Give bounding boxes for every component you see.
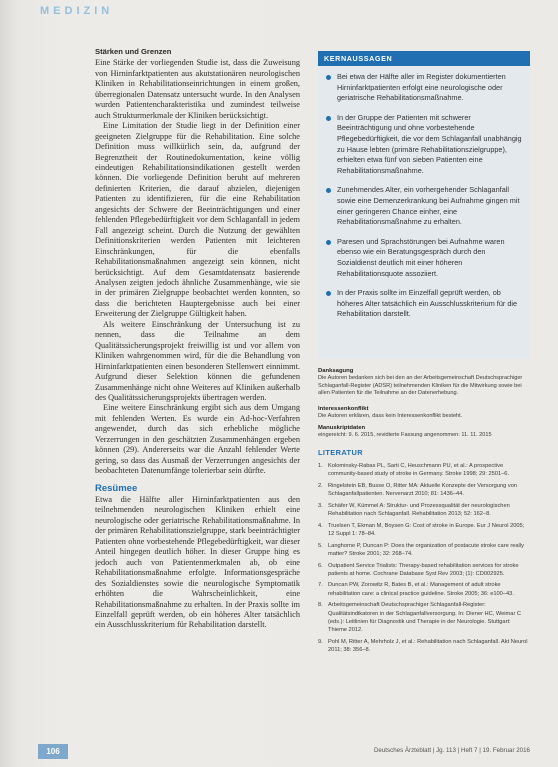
key-message-item [324,288,524,320]
reference-item [318,542,530,558]
body-paragraph: Als weitere Einschränkung der Untersuchung ist zu nennen, dass die Teilnahme an dem Qualitätssicherungsprojekt freiwillig ist und vor allem von Kliniken wahrgenommen wird, für die die Behandlung von Hirninfarktpatienten einen besonderen Stellenwert einnimmt. Aufgrund dieser Selektion können die gefundenen Zusammenhänge nicht ohne Weiteres auf Kliniken außerhalb des Qualitätssicherungsprojekts übertragen werden. [95,319,300,402]
bullet-icon [326,291,331,296]
key-message-item [324,72,524,104]
reference-item [318,638,530,654]
reference-text: Kolominsky-Rabas PL, Sarti C, Heuschmann PU, et al.: A prospective community-based study of stroke in Germany. Stroke 1998; 29: 2501–6. [328,463,510,478]
reference-number: 7. [318,582,323,589]
main-text-column [95,47,300,741]
acknowledgement-title: Danksagung [318,368,354,374]
acknowledgement-block [318,367,530,398]
page-number: 106 [38,744,68,759]
acknowledgement-text: Die Autoren bedanken sich bei den an der Arbeitsgemeinschaft Deutschsprachiger Schlaganfall-Register (ADSR) teilnehmenden Kliniken für die Mitwirkung sowie bei allen Patienten für die Teilnahme an der Datenerhebung. [318,375,523,397]
key-messages-title: KERNAUSSAGEN [318,51,530,66]
reference-item [318,502,530,518]
reference-text: Ringelstein EB, Busse O, Ritter MA: Aktuelle Konzepte der Versorgung von Schlaganfallpatienten. Nervenarzt 2010; 81: 1436–44. [328,482,518,498]
section-heading-summary: Resümee [95,482,138,494]
body-paragraph: Eine Stärke der vorliegenden Studie ist, dass die Zuweisung von Hirninfarktpatienten aus akutstationären neurologischen Kliniken in Rehabilitationseinrichtungen in einem großen, überregionalen Datensatz untersucht wurde. In den Analysen wurden Patientencharakteristika und zumindest teilweise auch Strukturmerkmale der Kliniken berücksichtigt. [95,58,300,120]
reference-text: Schäfer W, Kümmel A: Struktur- und Prozessqualität der neurologischen Rehabilitation nach Schlaganfall. Rehabilitation 2013; 52: 162–8. [328,502,510,518]
key-messages-box [318,51,530,359]
reference-number: 5. [318,542,323,549]
manuscript-text: eingereicht: 9. 6. 2015, revidierte Fassung angenommen: 11. 11. 2015 [318,432,492,438]
reference-item [318,482,530,498]
reference-text: Langhorne P, Duncan P: Does the organization of postacute stroke care really matter? Stroke 2001; 32: 268–74. [328,542,524,557]
reference-text: Truelsen T, Ekman M, Boysen G: Cost of stroke in Europe. Eur J Neurol 2005; 12 Suppl 1: 78–84. [328,522,525,537]
reference-text: Pohl M, Ritter A, Mehrholz J, et al.: Rehabilitation nach Schlaganfall. Akt Neurol 2011; 38: 356–8. [328,638,528,653]
reference-text: Arbeitsgemeinschaft Deutschsprachiger Schlaganfall-Register: Qualitätsindikatoren in der Schlaganfallversorgung. In: Diener HC, Weimar C (eds.): Leitlinien für Diagnostik und Therapie in der Neurologie. Stuttgart: Thieme 2012. [328,602,522,633]
key-message-text: In der Gruppe der Patienten mit schwerer Beeinträchtigung und ohne vorbestehende Pflegebedürftigkeit, die vor dem Schlaganfall unabhängig zu Hause lebten (primäre Rehabilitationszielgruppe), erhielten etwa fünf von sieben Patienten eine Rehabilitationsmaßnahme. [337,112,522,175]
manuscript-title: Manuskriptdaten [318,425,366,431]
reference-number: 4. [318,522,323,529]
references-list [318,462,530,741]
reference-item [318,522,530,538]
reference-item [318,462,530,478]
key-message-item [324,237,524,279]
conflict-title: Interessenkonflikt [318,406,369,412]
key-message-item [324,185,524,227]
bullet-icon [326,116,331,121]
reference-number: 2. [318,482,323,489]
bullet-icon [326,240,331,245]
key-message-text: Paresen und Sprachstörungen bei Aufnahme waren ebenso wie ein Beratungsgespräch durch den Sozialdienst deutlich mit einer höheren Rehabilitationsquote assoziiert. [337,236,505,278]
reference-number: 9. [318,638,323,645]
side-column [318,51,530,741]
journal-footer: Deutsches Ärzteblatt | Jg. 113 | Heft 7 | 19. Februar 2016 [373,747,530,754]
bullet-icon [326,75,331,80]
conflict-block [318,405,530,421]
section-label: MEDIZIN [40,5,114,17]
references-title: LITERATUR [318,448,363,457]
reference-text: Duncan PW, Zorowitz R, Bates B, et al.: Management of adult stroke rehabilitation care: a clinical practice guideline. Stroke 2005; 36: e100–43. [328,582,514,597]
reference-item [318,562,530,578]
body-paragraph: Eine weitere Einschränkung ergibt sich aus dem Umgang mit fehlenden Werten. Es wurde ein Ad-hoc-Verfahren angewendet, durch das sich erhebliche mögliche Verzerrungen in den geschätzten Zusammenhängen ergeben können (29). Andererseits war die Anzahl fehlender Werte gering, so dass das Ausmaß der Verzerrungen angesichts der beobachteten Datenumfänge tolerierbar sein dürfte. [95,403,300,476]
conflict-text: Die Autoren erklären, dass kein Interessenkonflikt besteht. [318,413,463,419]
reference-number: 8. [318,602,323,609]
key-message-item [324,113,524,177]
reference-number: 6. [318,562,323,569]
body-paragraph: Etwa die Hälfte aller Hirninfarktpatienten aus den teilnehmenden neurologischen Kliniken erhielt eine neurologische oder geriatrische Rehabilitationsmaßnahme. In der primären Rehabilitationszielgruppe, stark beeinträchtigter Patienten ohne vorbestehende Pflegebedürftigkeit, war dieser Anteil hingegen deutlich höher. In dieser Gruppe hing es jedoch auch von Patientenmerkmalen ab, ob eine Rehabilitationsmaßnahme erfolgte. Informationsgespräche des Sozialdienstes sowie die neurologische Symptomatik erhöhten die Wahrscheinlichkeit, eine Rehabilitationsmaßnahme zu erhalten. In der Praxis sollte im Einzelfall geprüft werden, ob ein höheres Alter tatsächlich ein Ausschlusskriterium für Rehabilitation darstellt. [95,495,300,630]
bullet-icon [326,188,331,193]
reference-number: 1. [318,463,323,469]
reference-item [318,581,530,597]
key-message-text: Bei etwa der Hälfte aller im Register dokumentierten Hirninfarktpatienten erfolgt eine neurologische oder geriatrische Rehabilitationsmaßnahme. [337,72,506,103]
section-heading-strengths: Stärken und Grenzen [95,47,172,56]
reference-text: Outpatient Service Trialists: Therapy-based rehabilitation services for stroke patients at home. Cochrane Database Syst Rev 2003; (1): CD002925. [328,562,519,577]
reference-number: 3. [318,502,323,509]
key-messages-list [318,66,530,320]
key-message-text: In der Praxis sollte im Einzelfall geprüft werden, ob höheres Alter tatsächlich ein Ausschlusskriterium für die Rehabilitation darstellt. [337,288,518,319]
reference-item [318,601,530,634]
body-paragraph: Eine Limitation der Studie liegt in der Definition einer geeigneten Zielgruppe für die Rehabilitation. Eine solche Definition muss willkürlich sein, da, aufgrund der Begrenztheit der Routinedokumentation, keine völlig eindeutigen Rehabilitationsindikationen gestellt werden können. Die vorliegende Definition beruht auf mehreren definierten Kriterien, die darauf abzielen, diejenigen Patienten zu identifizieren, für die eine Rehabilitation angesichts der Schwere der Beeinträchtigungen und einer fehlenden Pflegebedürftigkeit vor dem Schlaganfall in jedem Fall angezeigt scheint. Durch die Nutzung der gewählten Definitionskriterien werden Patienten mit leichteren Einschränkungen, für die ebenfalls Rehabilitationsmaßnahmen angezeigt sein können, nicht berücksichtigt. Auf dem Gesamtdatensatz basierende Analysen zeigten jedoch ähnliche Zusammenhänge, wie sie in der primären Zielgruppe beobachtet werden konnten, so dass die berichteten Hauptergebnisse auch bei einer Erweiterung der Zielgruppe Gültigkeit haben. [95,121,300,319]
key-message-text: Zunehmendes Alter, ein vorhergehender Schlaganfall sowie eine Demenzerkrankung bei Aufnahme gingen mit einer geringeren Chance einher, eine Rehabilitationsmaßnahme zu erhalten. [337,185,520,227]
manuscript-block [318,424,530,440]
